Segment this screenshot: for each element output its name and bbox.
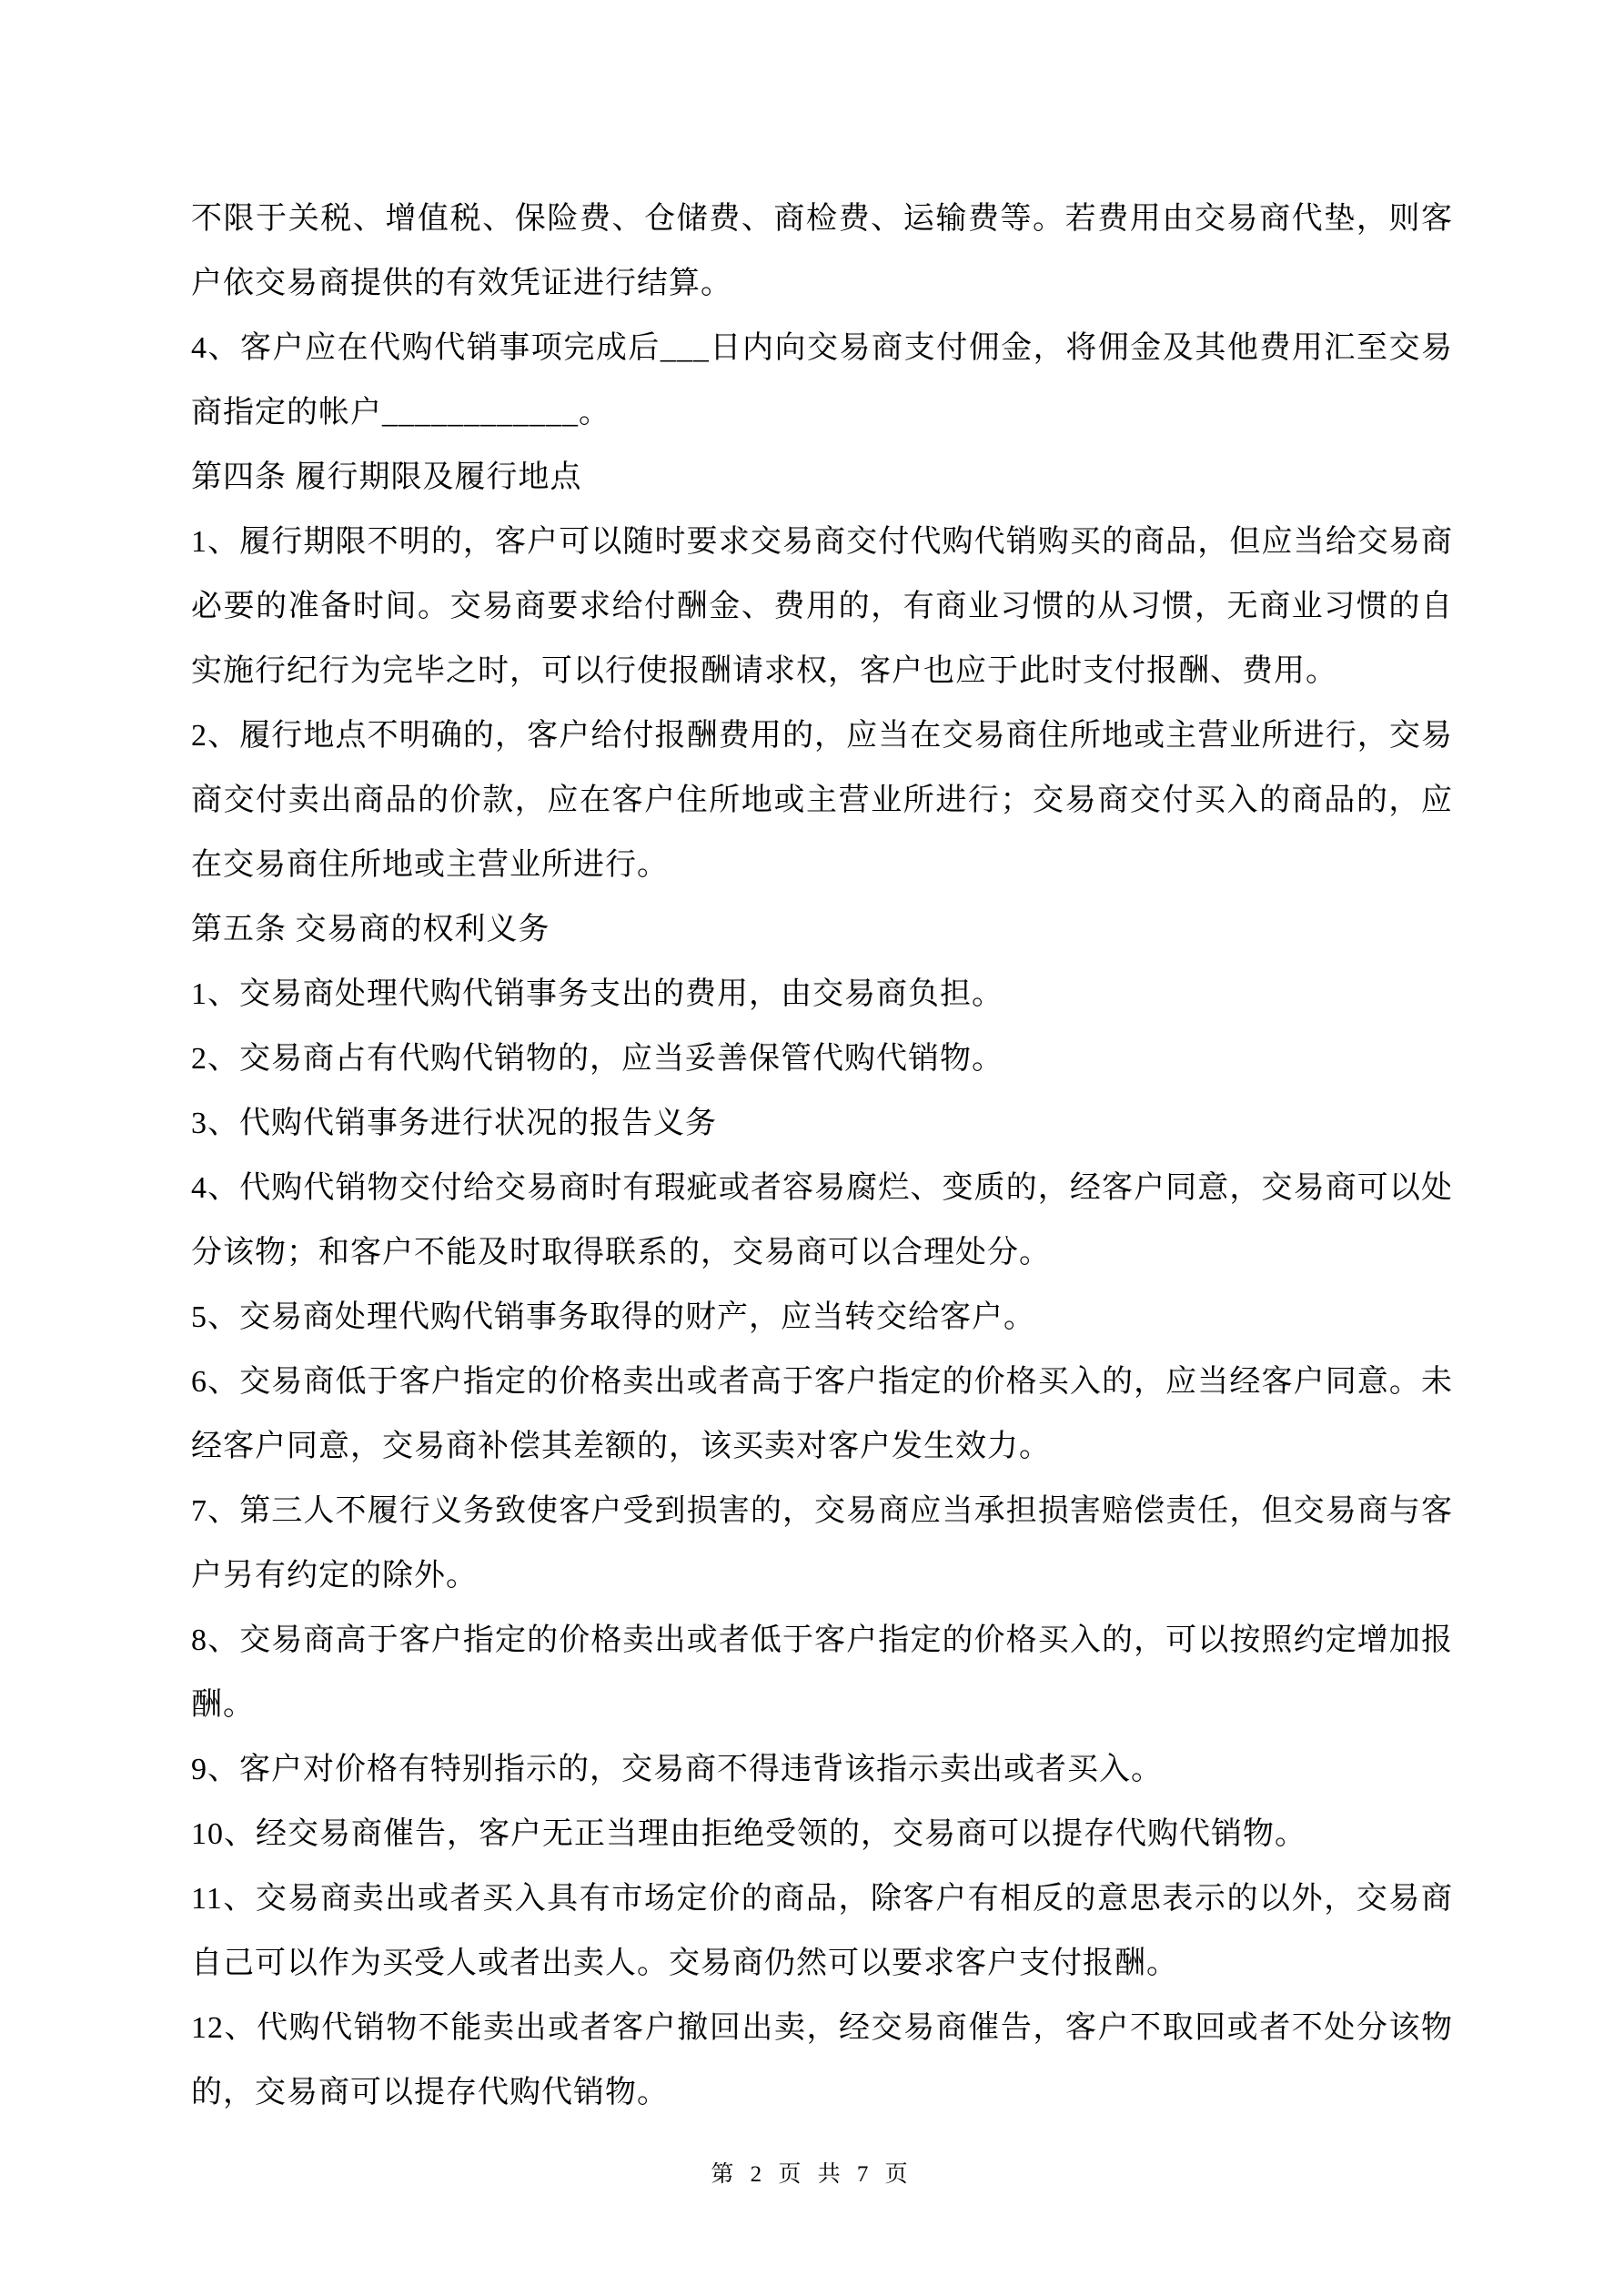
paragraph: 4、客户应在代购代销事项完成后___日内向交易商支付佣金，将佣金及其他费用汇至交易商指定的帐户____________。 (191, 331, 1453, 430)
document-body (191, 187, 1453, 2125)
paragraph: 2、履行地点不明确的，客户给付报酬费用的，应当在交易商住所地或主营业所进行，交易商交付卖出商品的价款，应在客户住所地或主营业所进行；交易商交付买入的商品的，应在交易商住所地或主营业所进行。 (191, 719, 1453, 882)
section-heading: 第五条 交易商的权利义务 (191, 913, 550, 946)
paragraph: 9、客户对价格有特别指示的，交易商不得违背该指示卖出或者买入。 (191, 1753, 1163, 1786)
paragraph: 5、交易商处理代购代销事务取得的财产，应当转交给客户。 (191, 1300, 1035, 1334)
paragraph: 7、第三人不履行义务致使客户受到损害的，交易商应当承担损害赔偿责任，但交易商与客户另有约定的除外。 (191, 1494, 1453, 1593)
paragraph: 3、代购代销事务进行状况的报告义务 (191, 1107, 717, 1140)
paragraph: 12、代购代销物不能卖出或者客户撤回出卖，经交易商催告，客户不取回或者不处分该物的，交易商可以提存代购代销物。 (191, 2011, 1453, 2109)
section-heading: 第四条 履行期限及履行地点 (191, 460, 582, 494)
paragraph: 6、交易商低于客户指定的价格卖出或者高于客户指定的价格买入的，应当经客户同意。未经客户同意，交易商补偿其差额的，该买卖对客户发生效力。 (191, 1365, 1453, 1463)
paragraph: 不限于关税、增值税、保险费、仓储费、商检费、运输费等。若费用由交易商代垫，则客户依交易商提供的有效凭证进行结算。 (191, 202, 1453, 300)
paragraph: 1、交易商处理代购代销事务支出的费用，由交易商负担。 (191, 977, 1004, 1011)
paragraph: 4、代购代销物交付给交易商时有瑕疵或者容易腐烂、变质的，经客户同意，交易商可以处分该物；和客户不能及时取得联系的，交易商可以合理处分。 (191, 1171, 1453, 1269)
paragraph: 11、交易商卖出或者买入具有市场定价的商品，除客户有相反的意思表示的以外，交易商自己可以作为买受人或者出卖人。交易商仍然可以要求客户支付报酬。 (191, 1882, 1453, 1980)
paragraph: 8、交易商高于客户指定的价格卖出或者低于客户指定的价格买入的，可以按照约定增加报酬。 (191, 1623, 1453, 1722)
page-number: 第 2 页 共 7 页 (711, 2162, 913, 2187)
paragraph: 1、履行期限不明的，客户可以随时要求交易商交付代购代销购买的商品，但应当给交易商必要的准备时间。交易商要求给付酬金、费用的，有商业习惯的从习惯，无商业习惯的自实施行纪行为完毕之时，可以行使报酬请求权，客户也应于此时支付报酬、费用。 (191, 525, 1453, 688)
paragraph: 2、交易商占有代购代销物的，应当妥善保管代购代销物。 (191, 1042, 1004, 1076)
paragraph: 10、经交易商催告，客户无正当理由拒绝受领的，交易商可以提存代购代销物。 (191, 1817, 1306, 1851)
